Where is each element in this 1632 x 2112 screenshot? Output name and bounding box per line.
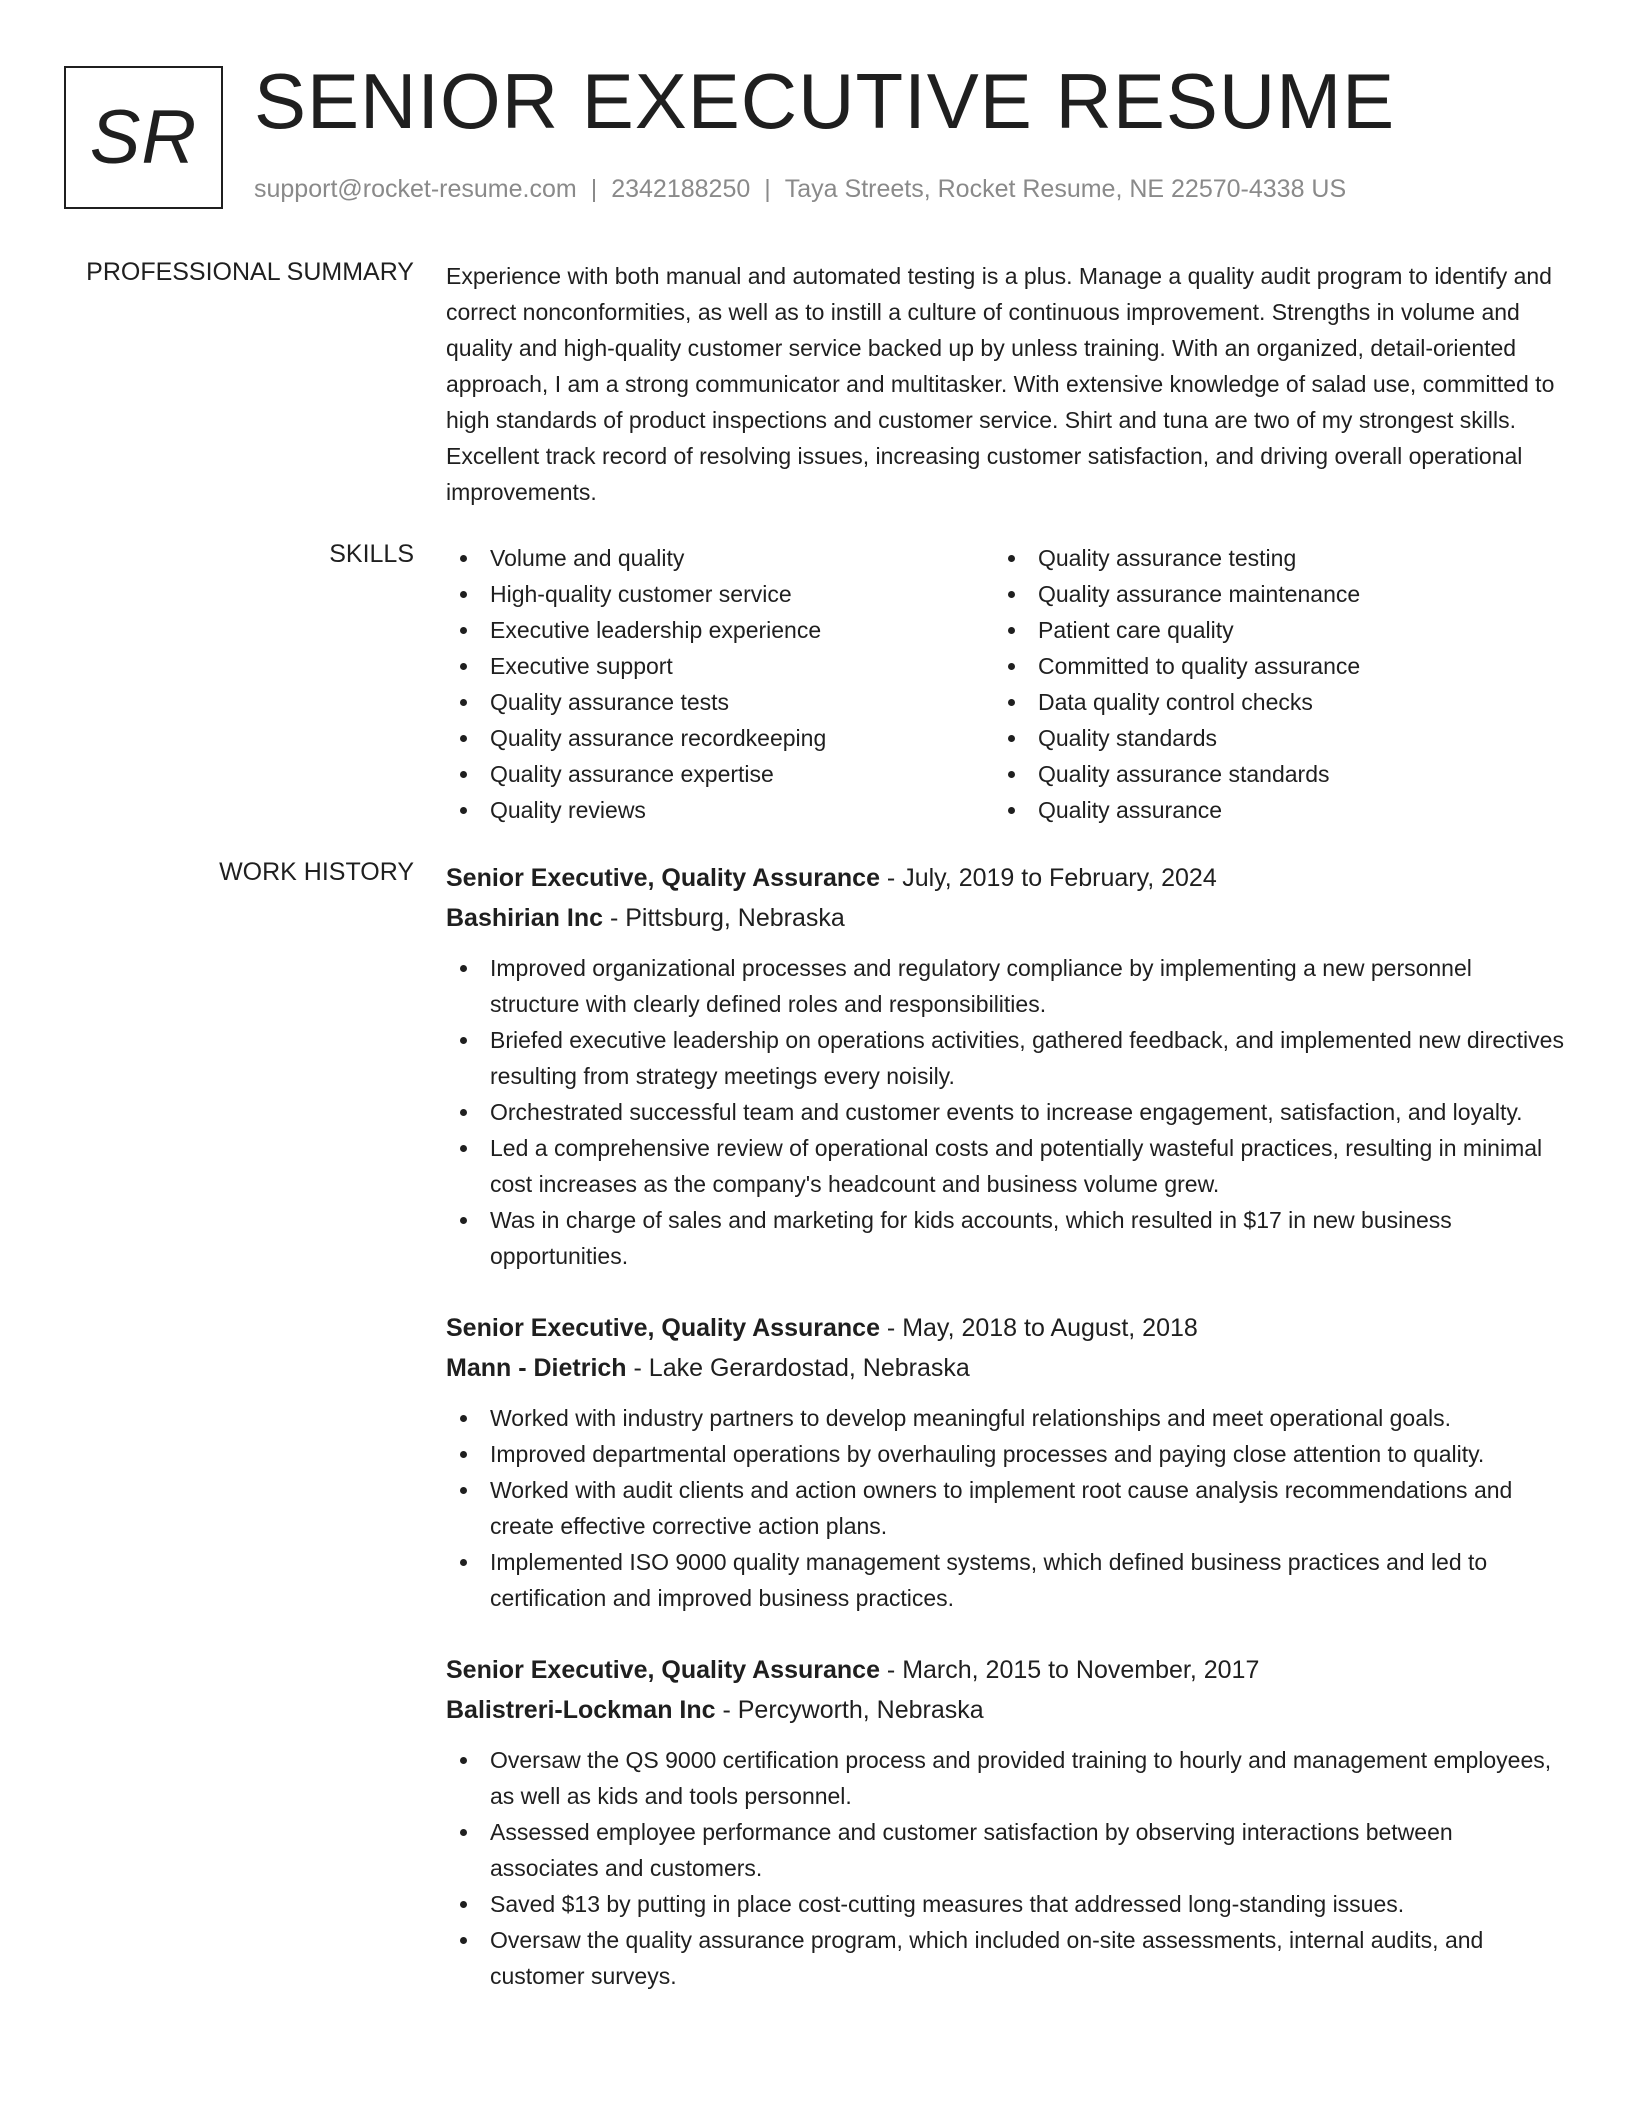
skills-grid: [446, 540, 1566, 828]
skill-item: Executive support: [446, 648, 994, 684]
summary-body: [446, 258, 1566, 510]
summary-heading: PROFESSIONAL SUMMARY: [86, 258, 414, 286]
contact-separator: |: [764, 175, 771, 203]
job-bullet: Briefed executive leadership on operations activities, gathered feedback, and implemented new directives resulting from strategy meetings every noisily.: [446, 1022, 1566, 1094]
job-location: - Percyworth, Nebraska: [715, 1696, 984, 1724]
job-title: Senior Executive, Quality Assurance: [446, 1314, 880, 1342]
job-bullets: [446, 950, 1566, 1274]
job-location: - Lake Gerardostad, Nebraska: [626, 1354, 970, 1382]
job-bullet: Oversaw the QS 9000 certification process and provided training to hourly and management employees, as well as kids and tools personnel.: [446, 1742, 1566, 1814]
job-company: Mann - Dietrich: [446, 1354, 627, 1382]
skill-item: Volume and quality: [446, 540, 994, 576]
job-bullet: Was in charge of sales and marketing for kids accounts, which resulted in $17 in new business opportunities.: [446, 1202, 1566, 1274]
job-title-line: [446, 858, 1566, 898]
skills-body: [446, 540, 1566, 828]
job-location: - Pittsburg, Nebraska: [603, 904, 845, 932]
skill-item: Quality assurance: [994, 792, 1542, 828]
skill-item: Quality assurance testing: [994, 540, 1542, 576]
job-company-line: [446, 898, 1566, 938]
skill-item: Executive leadership experience: [446, 612, 994, 648]
job-dates: - July, 2019 to February, 2024: [879, 864, 1217, 892]
job-bullet: Improved departmental operations by overhauling processes and paying close attention to quality.: [446, 1436, 1566, 1472]
job-title: Senior Executive, Quality Assurance: [446, 864, 880, 892]
contact-separator: |: [590, 175, 598, 203]
contact-address: Taya Streets, Rocket Resume, NE 22570-4338 US: [784, 175, 1347, 203]
skills-list-right: [994, 540, 1542, 828]
job-dates: - March, 2015 to November, 2017: [879, 1656, 1260, 1684]
monogram-initials: SR: [89, 95, 198, 180]
job-entry: [446, 858, 1566, 1274]
skill-item: Quality assurance standards: [994, 756, 1542, 792]
job-company: Balistreri-Lockman Inc: [446, 1696, 716, 1724]
skill-item: Data quality control checks: [994, 684, 1542, 720]
job-entry: [446, 1650, 1566, 1994]
job-entry: [446, 1308, 1566, 1616]
skills-list-left: [446, 540, 994, 828]
job-bullets: [446, 1400, 1566, 1616]
job-bullet: Worked with industry partners to develop meaningful relationships and meet operational goals.: [446, 1400, 1566, 1436]
job-dates: - May, 2018 to August, 2018: [879, 1314, 1198, 1342]
job-bullet: Worked with audit clients and action owners to implement root cause analysis recommendations and create effective corrective action plans.: [446, 1472, 1566, 1544]
contact-phone: 2342188250: [611, 175, 751, 203]
summary-text: Experience with both manual and automated testing is a plus. Manage a quality audit program to identify and correct nonconformities, as well as to instill a culture of continuous improvement. Strengths in volume and quality and high-quality customer service backed up by unless training. With an organized, detail-oriented approach, I am a strong communicator and multitasker. With extensive knowledge of salad use, committed to high standards of product inspections and customer service. Shirt and tuna are two of my strongest skills. Excellent track record of resolving issues, increasing customer satisfaction, and driving overall operational improvements.: [446, 263, 1555, 505]
skill-item: Quality assurance expertise: [446, 756, 994, 792]
skill-item: Quality assurance tests: [446, 684, 994, 720]
job-title-line: [446, 1650, 1566, 1690]
job-title-line: [446, 1308, 1566, 1348]
job-bullet: Improved organizational processes and regulatory compliance by implementing a new personnel structure with clearly defined roles and responsibilities.: [446, 950, 1566, 1022]
skills-heading: SKILLS: [329, 540, 414, 568]
monogram-box: [64, 66, 223, 209]
skill-item: Patient care quality: [994, 612, 1542, 648]
resume-title: SENIOR EXECUTIVE RESUME: [254, 57, 1396, 145]
skill-item: Quality standards: [994, 720, 1542, 756]
job-company-line: [446, 1690, 1566, 1730]
skill-item: Committed to quality assurance: [994, 648, 1542, 684]
skill-item: Quality assurance recordkeeping: [446, 720, 994, 756]
job-bullet: Orchestrated successful team and customer events to increase engagement, satisfaction, and loyalty.: [446, 1094, 1566, 1130]
skill-item: High-quality customer service: [446, 576, 994, 612]
skill-item: Quality assurance maintenance: [994, 576, 1542, 612]
job-bullet: Saved $13 by putting in place cost-cutting measures that addressed long-standing issues.: [446, 1886, 1566, 1922]
contact-email: support@rocket-resume.com: [254, 175, 577, 203]
job-bullet: Oversaw the quality assurance program, which included on-site assessments, internal audits, and customer surveys.: [446, 1922, 1566, 1994]
work-history-heading: WORK HISTORY: [219, 858, 414, 886]
job-bullets: [446, 1742, 1566, 1994]
job-company-line: [446, 1348, 1566, 1388]
job-title: Senior Executive, Quality Assurance: [446, 1656, 880, 1684]
job-bullet: Implemented ISO 9000 quality management systems, which defined business practices and led to certification and improved business practices.: [446, 1544, 1566, 1616]
skill-item: Quality reviews: [446, 792, 994, 828]
work-history-body: [446, 858, 1566, 2028]
contact-line: [254, 175, 1346, 204]
job-bullet: Led a comprehensive review of operational costs and potentially wasteful practices, resulting in minimal cost increases as the company's headcount and business volume grew.: [446, 1130, 1566, 1202]
job-bullet: Assessed employee performance and customer satisfaction by observing interactions between associates and customers.: [446, 1814, 1566, 1886]
job-company: Bashirian Inc: [446, 904, 603, 932]
